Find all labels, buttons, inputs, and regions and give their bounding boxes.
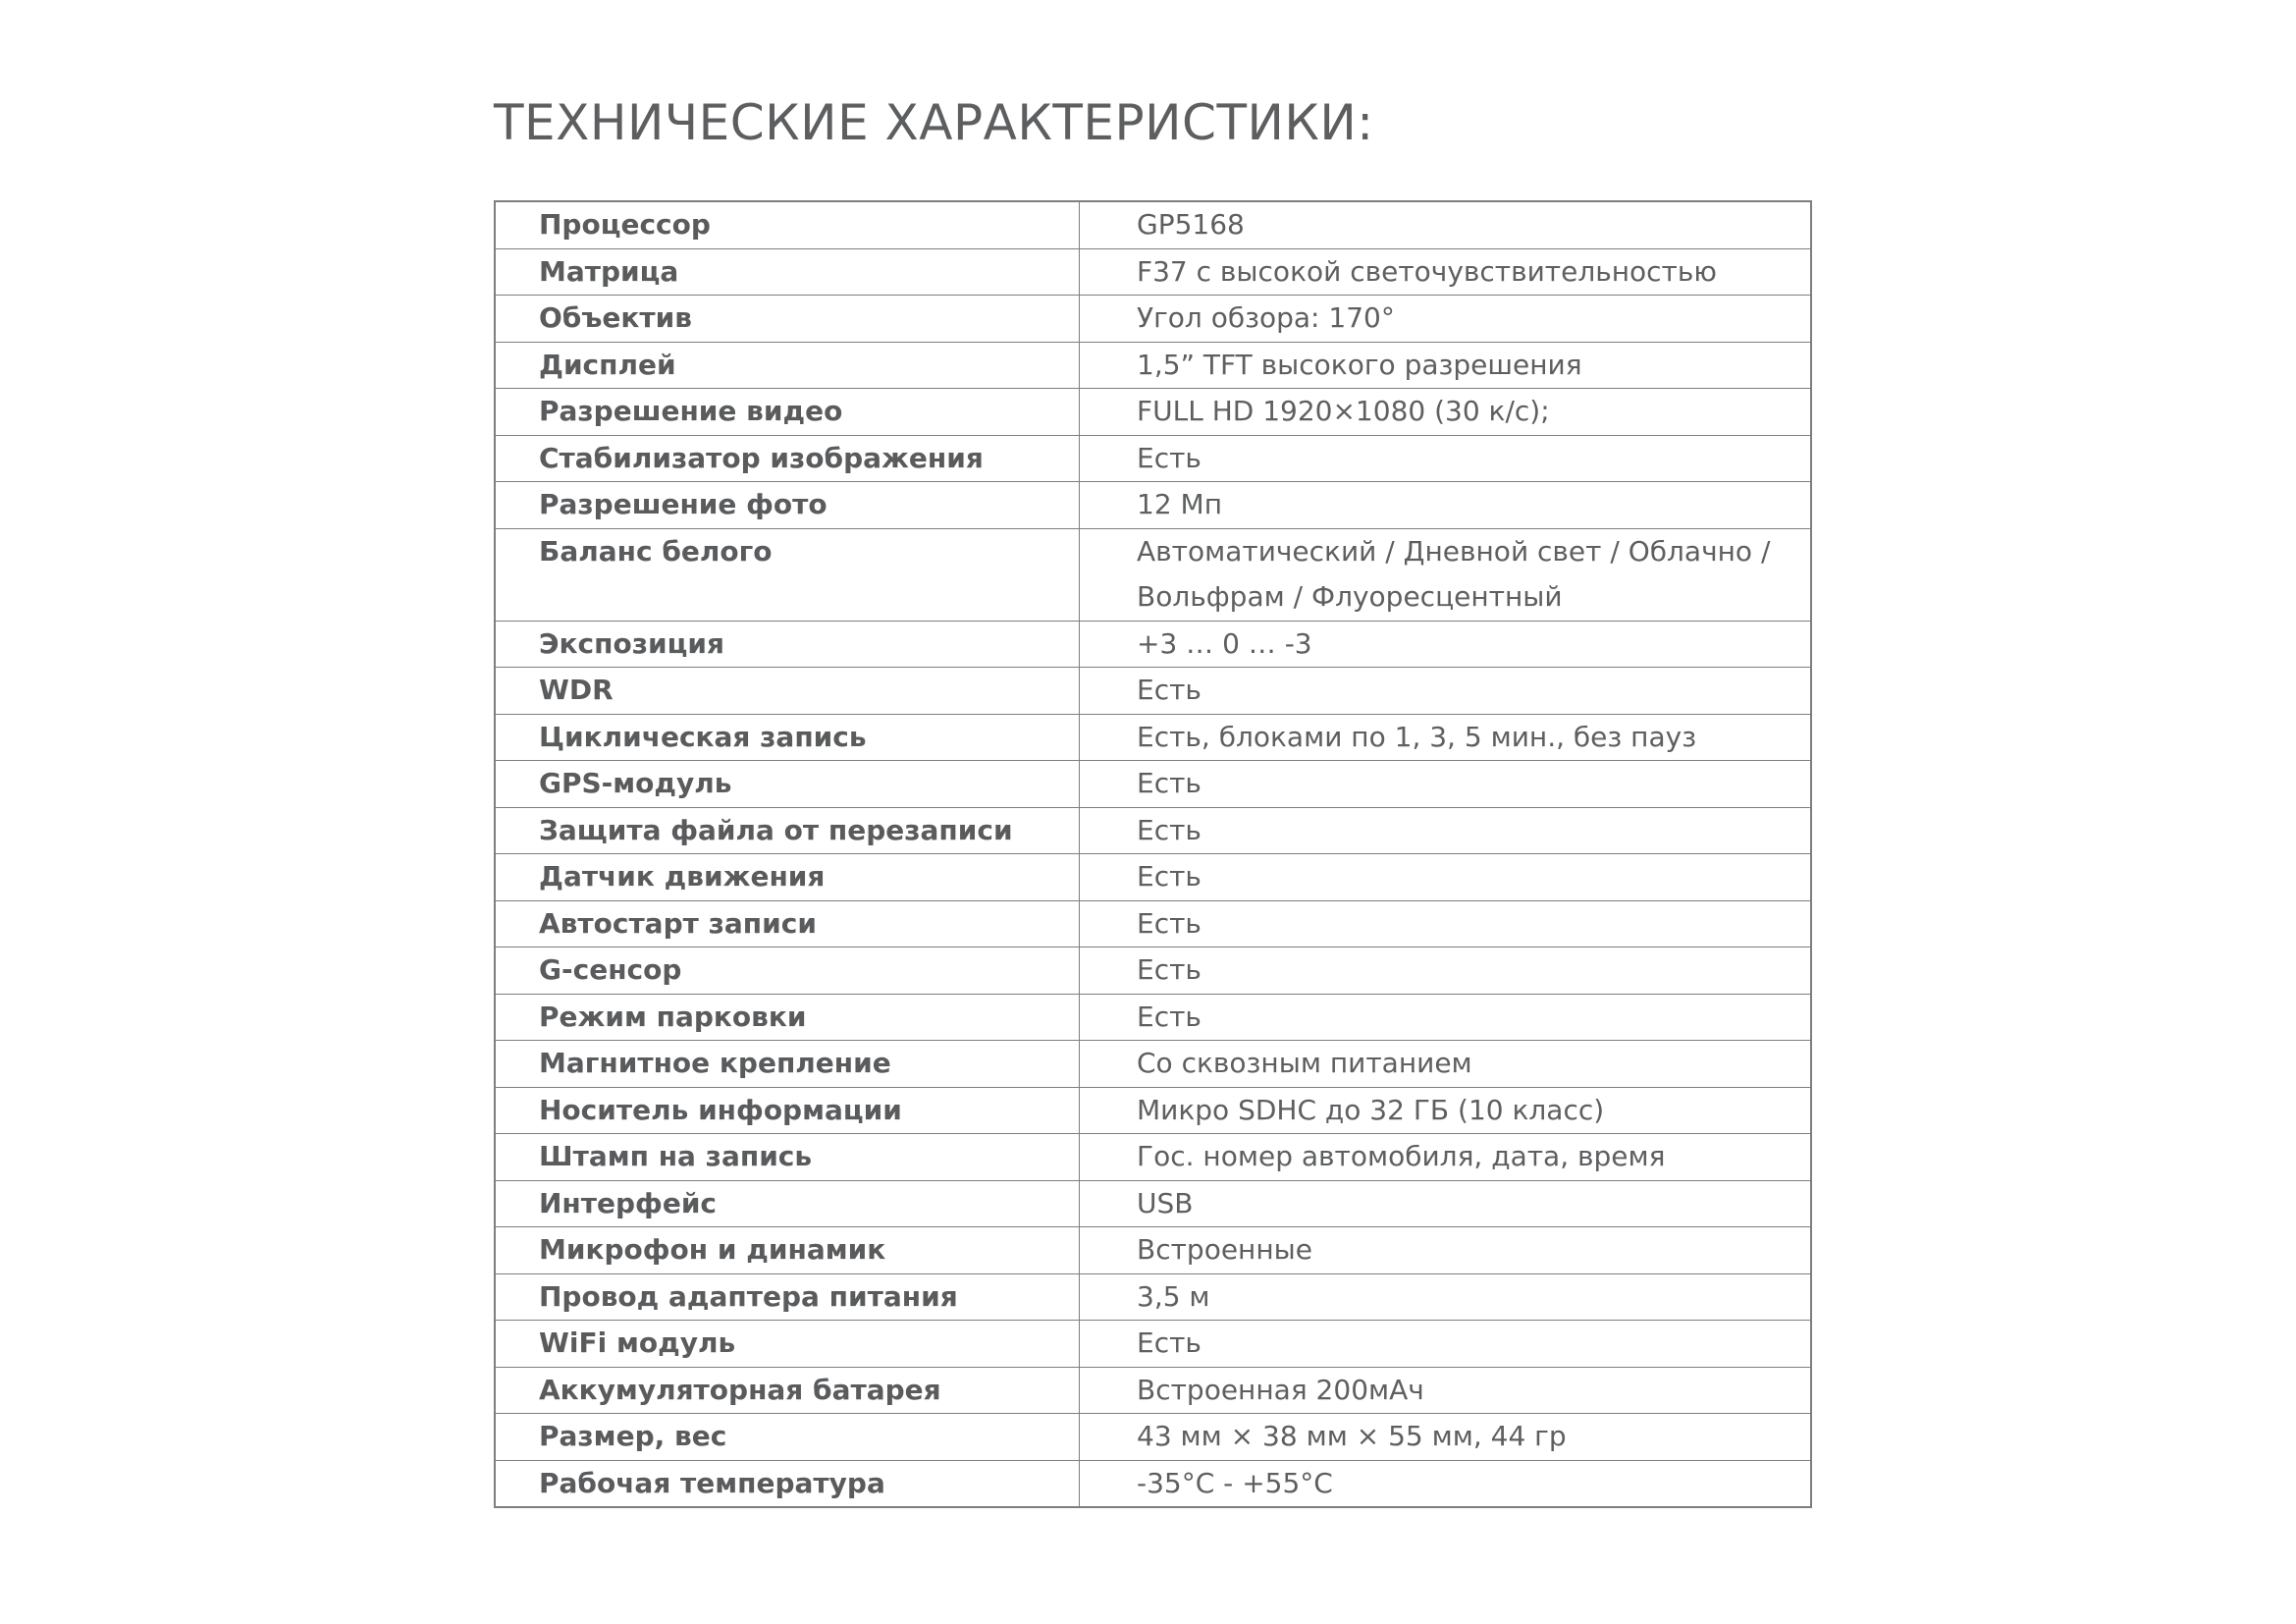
spec-param-label: Рабочая температура <box>495 1460 1080 1507</box>
spec-row <box>495 528 1811 621</box>
spec-param-label: G-сенсор <box>495 947 1080 995</box>
spec-param-label: Циклическая запись <box>495 714 1080 761</box>
spec-row <box>495 1134 1811 1181</box>
spec-param-label: WDR <box>495 668 1080 715</box>
spec-param-label: Носитель информации <box>495 1087 1080 1134</box>
spec-value: GP5168 <box>1137 208 1245 241</box>
spec-value-cell <box>1080 1321 1812 1368</box>
spec-row <box>495 1273 1811 1321</box>
spec-value-cell <box>1080 482 1812 529</box>
spec-row <box>495 1227 1811 1274</box>
spec-param-label: Аккумуляторная батарея <box>495 1367 1080 1414</box>
spec-param-label: Интерфейс <box>495 1180 1080 1227</box>
spec-value-cell <box>1080 248 1812 296</box>
spec-param-label: Магнитное крепление <box>495 1041 1080 1088</box>
spec-row <box>495 296 1811 343</box>
spec-value: Есть, блоками по 1, 3, 5 мин., без пауз <box>1137 720 1697 753</box>
spec-value-cell <box>1080 1273 1812 1321</box>
spec-row <box>495 1367 1811 1414</box>
spec-param-label: Процессор <box>495 201 1080 248</box>
spec-param-label: Микрофон и динамик <box>495 1227 1080 1274</box>
spec-param-label: Дисплей <box>495 342 1080 389</box>
spec-value-cell <box>1080 1414 1812 1461</box>
spec-value-cell <box>1080 1041 1812 1088</box>
spec-value: Есть <box>1137 860 1201 893</box>
spec-value: USB <box>1137 1186 1194 1219</box>
spec-value: -35°C - +55°C <box>1137 1466 1333 1499</box>
spec-row <box>495 342 1811 389</box>
spec-value: Со сквозным питанием <box>1137 1047 1472 1079</box>
spec-value-cell <box>1080 761 1812 808</box>
spec-row <box>495 668 1811 715</box>
spec-value-cell <box>1080 900 1812 947</box>
spec-value: Есть <box>1137 1326 1201 1359</box>
spec-value: Микро SDHC до 32 ГБ (10 класс) <box>1137 1093 1605 1126</box>
spec-param-label: Стабилизатор изображения <box>495 435 1080 482</box>
spec-value: 1,5” TFT высокого разрешения <box>1137 348 1582 381</box>
spec-param-label: Размер, вес <box>495 1414 1080 1461</box>
spec-value-cell <box>1080 807 1812 854</box>
page-title: ТЕХНИЧЕСКИЕ ХАРАКТЕРИСТИКИ: <box>494 94 1374 151</box>
spec-param-label: Автостарт записи <box>495 900 1080 947</box>
spec-value: Встроенные <box>1137 1233 1312 1266</box>
spec-value-cell <box>1080 296 1812 343</box>
spec-row <box>495 435 1811 482</box>
spec-value: 43 мм × 38 мм × 55 мм, 44 гр <box>1137 1420 1567 1452</box>
spec-row <box>495 714 1811 761</box>
spec-value: Есть <box>1137 674 1201 706</box>
spec-value-cell <box>1080 668 1812 715</box>
spec-param-label: WiFi модуль <box>495 1321 1080 1368</box>
spec-value: F37 с высокой светочувствительностью <box>1137 254 1717 288</box>
spec-value: Угол обзора: 170° <box>1137 301 1395 334</box>
spec-value-cell <box>1080 994 1812 1041</box>
spec-value: Есть <box>1137 953 1201 986</box>
spec-row <box>495 1460 1811 1507</box>
specs-table-body <box>495 201 1811 1507</box>
spec-value-cell <box>1080 389 1812 436</box>
spec-row <box>495 761 1811 808</box>
spec-value: Автоматический / Дневной свет / Облачно / Вольфрам / Флуоресцентный <box>1137 534 1771 613</box>
spec-value-cell <box>1080 947 1812 995</box>
spec-value-cell <box>1080 342 1812 389</box>
spec-value-cell <box>1080 1367 1812 1414</box>
spec-row <box>495 248 1811 296</box>
spec-row <box>495 1321 1811 1368</box>
spec-value-cell <box>1080 1227 1812 1274</box>
spec-param-label: Объектив <box>495 296 1080 343</box>
spec-value: Есть <box>1137 767 1201 799</box>
spec-row <box>495 994 1811 1041</box>
spec-value-cell <box>1080 1460 1812 1507</box>
spec-row <box>495 1414 1811 1461</box>
spec-row <box>495 1087 1811 1134</box>
spec-param-label: Провод адаптера питания <box>495 1273 1080 1321</box>
spec-row <box>495 1180 1811 1227</box>
spec-value: 3,5 м <box>1137 1279 1210 1313</box>
spec-param-label: GPS-модуль <box>495 761 1080 808</box>
spec-param-label: Датчик движения <box>495 854 1080 901</box>
spec-row <box>495 807 1811 854</box>
spec-param-label: Защита файла от перезаписи <box>495 807 1080 854</box>
spec-value-cell <box>1080 714 1812 761</box>
spec-value-cell <box>1080 201 1812 248</box>
spec-value: Гос. номер автомобиля, дата, время <box>1137 1140 1666 1172</box>
spec-value-cell <box>1080 621 1812 668</box>
spec-row <box>495 389 1811 436</box>
spec-value-cell <box>1080 435 1812 482</box>
spec-value-cell <box>1080 1134 1812 1181</box>
spec-value-cell <box>1080 528 1812 621</box>
spec-value-cell <box>1080 854 1812 901</box>
spec-value: Есть <box>1137 906 1201 940</box>
spec-param-label: Разрешение видео <box>495 389 1080 436</box>
specs-table <box>494 200 1812 1508</box>
spec-value: Есть <box>1137 813 1201 846</box>
spec-value: Есть <box>1137 441 1201 474</box>
spec-param-label: Режим парковки <box>495 994 1080 1041</box>
spec-row <box>495 854 1811 901</box>
spec-value: Встроенная 200мАч <box>1137 1373 1424 1406</box>
spec-param-label: Матрица <box>495 248 1080 296</box>
spec-row <box>495 482 1811 529</box>
spec-param-label: Баланс белого <box>495 528 1080 621</box>
spec-param-label: Штамп на запись <box>495 1134 1080 1181</box>
spec-row <box>495 1041 1811 1088</box>
spec-param-label: Разрешение фото <box>495 482 1080 529</box>
spec-row <box>495 900 1811 947</box>
spec-row <box>495 201 1811 248</box>
spec-value-cell <box>1080 1180 1812 1227</box>
spec-value: Есть <box>1137 1000 1201 1033</box>
spec-row <box>495 947 1811 995</box>
spec-param-label: Экспозиция <box>495 621 1080 668</box>
spec-value: 12 Мп <box>1137 488 1222 520</box>
spec-value-cell <box>1080 1087 1812 1134</box>
spec-value: FULL HD 1920×1080 (30 к/с); <box>1137 395 1550 427</box>
spec-row <box>495 621 1811 668</box>
spec-value: +3 … 0 … -3 <box>1137 626 1312 660</box>
